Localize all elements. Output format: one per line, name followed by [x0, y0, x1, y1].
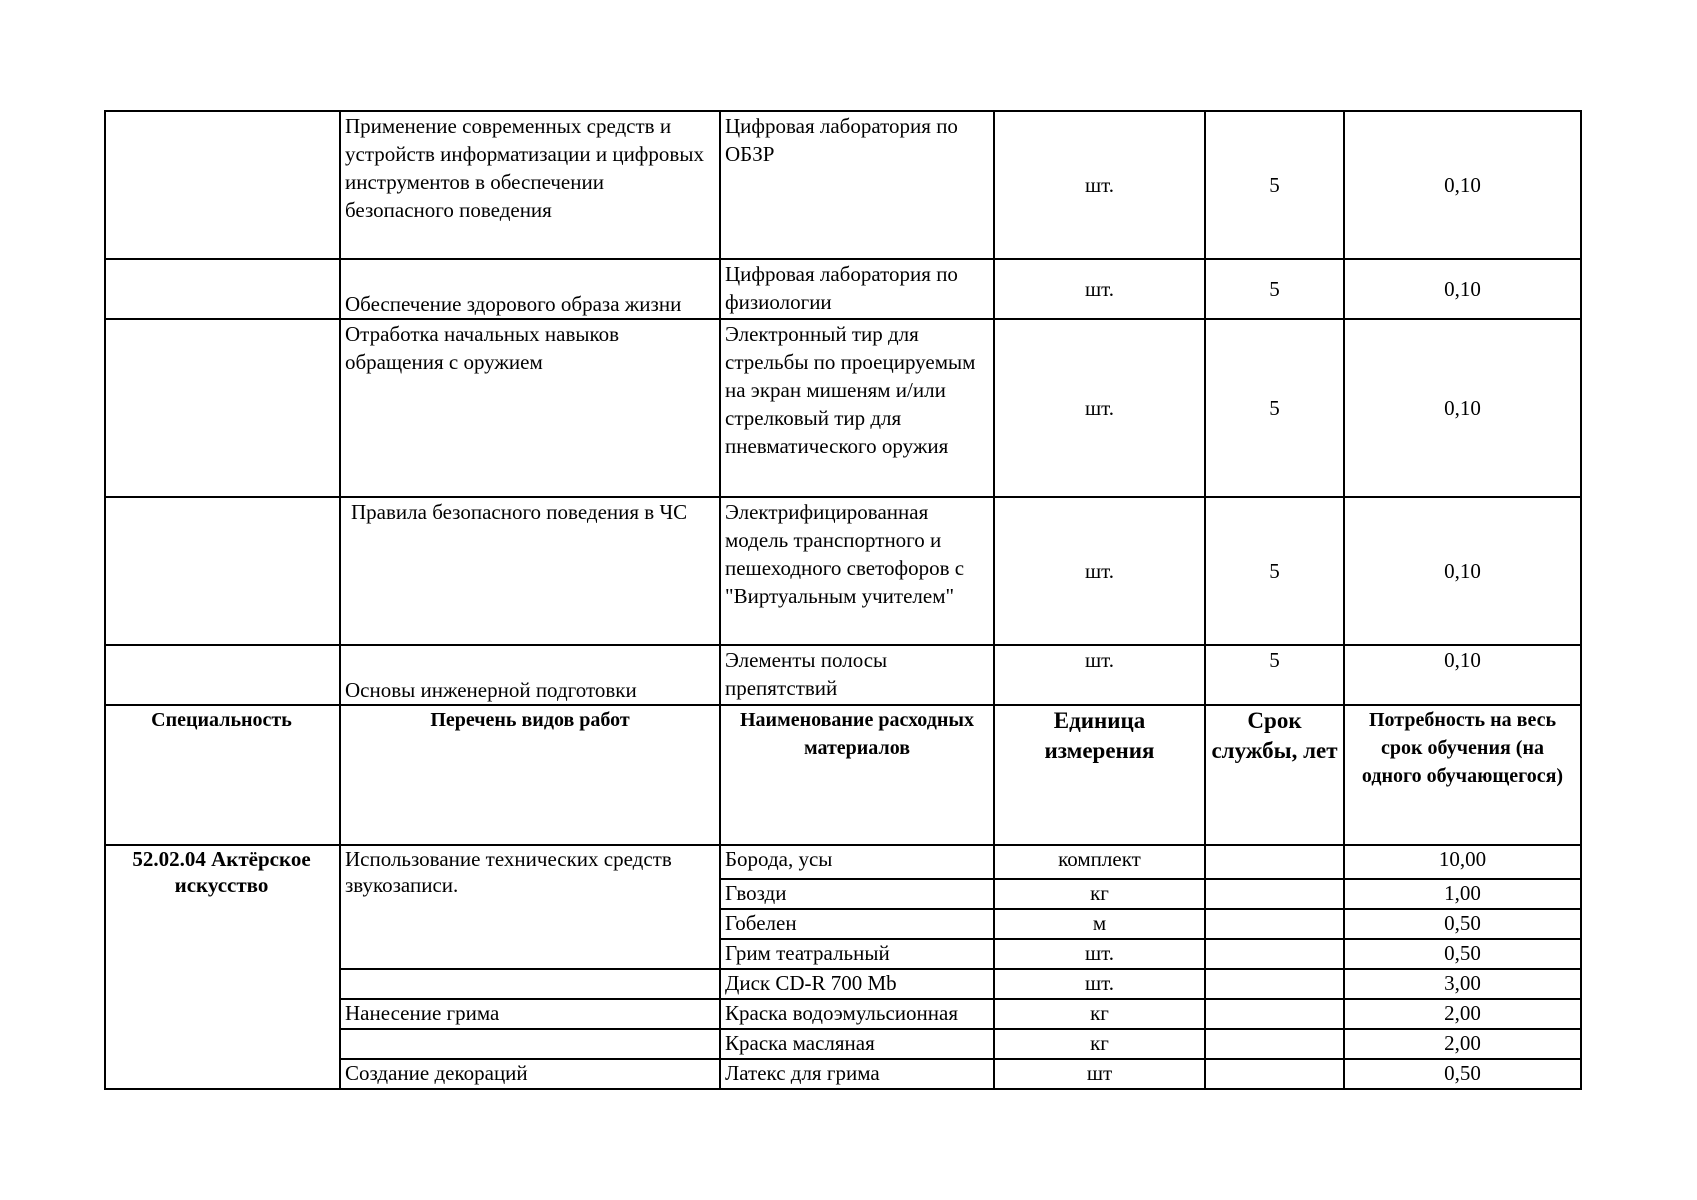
unit-cell: комплект [994, 845, 1205, 879]
unit-cell: шт. [994, 111, 1205, 259]
material-name-cell: Латекс для грима [720, 1059, 994, 1089]
service-term-cell [1205, 969, 1344, 999]
work-type-cell: Основы инженерной подготовки [340, 645, 720, 705]
item-name-cell: Электрифицированная модель транспортного и пешеходного светофоров с "Виртуальным учителем" [720, 497, 994, 645]
need-cell: 0,10 [1344, 319, 1581, 497]
unit-cell: шт. [994, 969, 1205, 999]
service-term-cell: 5 [1205, 111, 1344, 259]
need-cell: 0,50 [1344, 909, 1581, 939]
table-row [104, 111, 1581, 259]
specialty-cell-empty [104, 497, 340, 645]
header-service-term: Срок службы, лет [1205, 705, 1344, 845]
work-type-cell: Обеспечение здорового образа жизни [340, 259, 720, 319]
service-term-cell [1205, 999, 1344, 1029]
material-name-cell: Гвозди [720, 879, 994, 909]
work-type-cell: Правила безопасного поведения в ЧС [340, 497, 720, 645]
unit-cell: кг [994, 879, 1205, 909]
table-row [104, 845, 1581, 879]
need-cell: 3,00 [1344, 969, 1581, 999]
need-cell: 2,00 [1344, 1029, 1581, 1059]
service-term-cell: 5 [1205, 497, 1344, 645]
need-cell: 10,00 [1344, 845, 1581, 879]
unit-cell: шт. [994, 939, 1205, 969]
work-type-cell-empty [340, 1029, 720, 1059]
item-name-cell: Цифровая лаборатория по физиологии [720, 259, 994, 319]
material-name-cell: Грим театральный [720, 939, 994, 969]
unit-cell: шт. [994, 645, 1205, 705]
table-row [104, 319, 1581, 497]
service-term-cell: 5 [1205, 259, 1344, 319]
specialty-cell-empty [104, 645, 340, 705]
material-name-cell: Краска водоэмульсионная [720, 999, 994, 1029]
material-name-cell: Гобелен [720, 909, 994, 939]
work-type-cell: Отработка начальных навыков обращения с оружием [340, 319, 720, 497]
table-header-row [104, 705, 1581, 845]
need-cell: 0,10 [1344, 111, 1581, 259]
need-cell: 0,10 [1344, 497, 1581, 645]
need-cell: 0,50 [1344, 939, 1581, 969]
specialty-cell: 52.02.04 Актёрское искусство [104, 845, 340, 1089]
need-cell: 2,00 [1344, 999, 1581, 1029]
unit-cell: шт [994, 1059, 1205, 1089]
item-name-cell: Элементы полосы препятствий [720, 645, 994, 705]
service-term-cell [1205, 1029, 1344, 1059]
work-type-cell: Применение современных средств и устройств информатизации и цифровых инструментов в обеспечении безопасного поведения [340, 111, 720, 259]
unit-cell: кг [994, 1029, 1205, 1059]
material-name-cell: Борода, усы [720, 845, 994, 879]
work-type-cell: Создание декораций [340, 1059, 720, 1089]
unit-cell: шт. [994, 497, 1205, 645]
service-term-cell: 5 [1205, 319, 1344, 497]
header-material-names: Наименование расходных материалов [720, 705, 994, 845]
specialty-cell-empty [104, 259, 340, 319]
service-term-cell: 5 [1205, 645, 1344, 705]
header-work-types: Перечень видов работ [340, 705, 720, 845]
item-name-cell: Электронный тир для стрельбы по проецируемым на экран мишеням и/или стрелковый тир для пневматического оружия [720, 319, 994, 497]
unit-cell: кг [994, 999, 1205, 1029]
need-cell: 0,50 [1344, 1059, 1581, 1089]
unit-cell: шт. [994, 319, 1205, 497]
need-cell: 1,00 [1344, 879, 1581, 909]
table-row [104, 497, 1581, 645]
material-name-cell: Диск CD-R 700 Mb [720, 969, 994, 999]
item-name-cell: Цифровая лаборатория по ОБЗР [720, 111, 994, 259]
material-name-cell: Краска масляная [720, 1029, 994, 1059]
materials-table [104, 110, 1582, 1090]
table-row [104, 645, 1581, 705]
need-cell: 0,10 [1344, 645, 1581, 705]
specialty-cell-empty [104, 111, 340, 259]
service-term-cell [1205, 939, 1344, 969]
header-specialty: Специальность [104, 705, 340, 845]
specialty-cell-empty [104, 319, 340, 497]
unit-cell: м [994, 909, 1205, 939]
service-term-cell [1205, 1059, 1344, 1089]
header-unit: Единица измерения [994, 705, 1205, 845]
work-type-cell: Использование технических средств звукозаписи. [340, 845, 720, 969]
unit-cell: шт. [994, 259, 1205, 319]
table-row [104, 259, 1581, 319]
header-need: Потребность на весь срок обучения (на одного обучающегося) [1344, 705, 1581, 845]
service-term-cell [1205, 845, 1344, 879]
work-type-cell: Нанесение грима [340, 999, 720, 1029]
service-term-cell [1205, 879, 1344, 909]
need-cell: 0,10 [1344, 259, 1581, 319]
service-term-cell [1205, 909, 1344, 939]
work-type-cell-empty [340, 969, 720, 999]
